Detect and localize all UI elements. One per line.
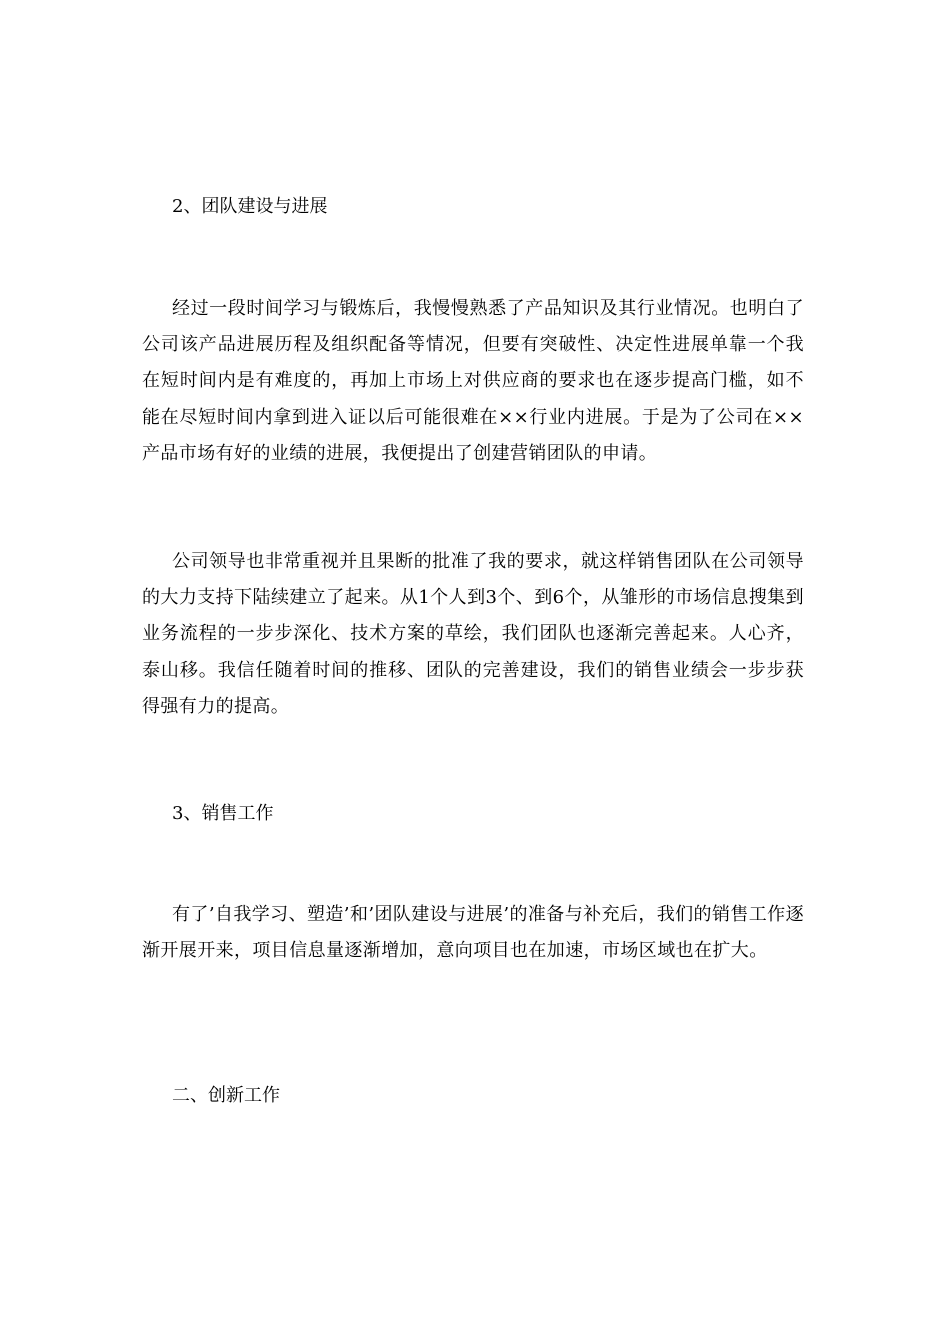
paragraph-sales-work: 有了’自我学习、塑造’和’团队建设与进展’的准备与补充后，我们的销售工作逐渐开展开来，项目信息量逐渐增加，意向项目也在加速，市场区域也在扩大。 xyxy=(142,904,804,962)
section-heading-sales-work: 3、销售工作 xyxy=(172,803,274,824)
paragraph-team-building-background: 经过一段时间学习与锻炼后，我慢慢熟悉了产品知识及其行业情况。也明白了公司该产品进展历程及组织配备等情况，但要有突破性、决定性进展单靠一个我在短时间内是有难度的，再加上市场上对供应商的要求也在逐步提高门槛，如不能在尽短时间内拿到进入证以后可能很难在××行业内进展。于是为了公司在××产品市场有好的业绩的进展，我便提出了创建营销团队的申请。 xyxy=(142,298,804,464)
section-heading-team-building: 2、团队建设与进展 xyxy=(172,196,328,217)
section-heading-innovation-work: 二、创新工作 xyxy=(172,1085,280,1106)
paragraph-team-building-progress: 公司领导也非常重视并且果断的批准了我的要求，就这样销售团队在公司领导的大力支持下陆续建立了起来。从1个人到3个、到6个，从雏形的市场信息搜集到业务流程的一步步深化、技术方案的草绘，我们团队也逐渐完善起来。人心齐，泰山移。我信任随着时间的推移、团队的完善建设，我们的销售业绩会一步步获得强有力的提高。 xyxy=(142,551,804,717)
